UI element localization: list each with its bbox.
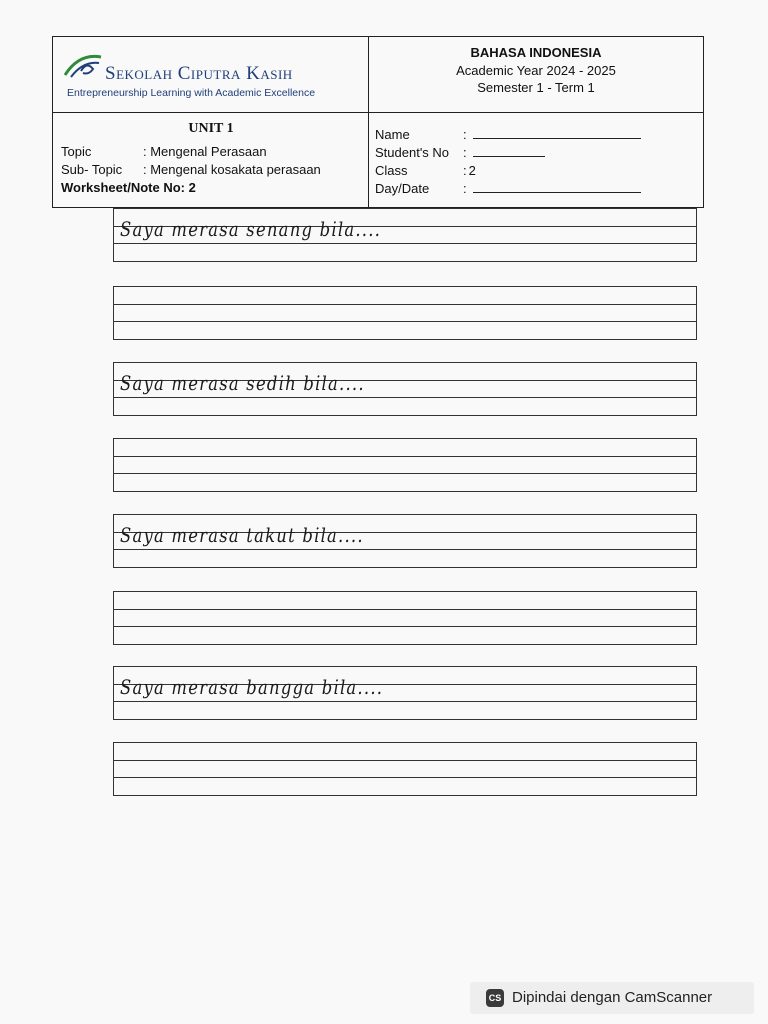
ruled-line [114, 397, 696, 398]
prompt-block-takut[interactable] [113, 514, 697, 568]
student-no-field[interactable]: Student's No : [375, 145, 545, 160]
camscanner-watermark [470, 982, 754, 1014]
worksheet-header [52, 36, 704, 208]
day-date-label: Day/Date [375, 181, 430, 196]
answer-block[interactable] [113, 286, 697, 340]
subtopic-label: Sub- Topic [61, 162, 123, 177]
ruled-line [114, 473, 696, 474]
unit-info-cell [53, 113, 369, 207]
class-field: Class : 2 [375, 163, 476, 178]
subtopic-value: : Mengenal kosakata perasaan [143, 162, 321, 177]
student-fields-cell [369, 113, 703, 207]
prompt-block-bangga[interactable] [113, 666, 697, 720]
class-label: Class [375, 163, 408, 178]
camscanner-text: Dipindai dengan CamScanner [512, 989, 713, 1006]
camscanner-icon: CS [486, 989, 504, 1007]
ruled-line [114, 304, 696, 305]
handwritten-prompt: Saya merasa senang bila.... [120, 217, 382, 241]
unit-title: UNIT 1 [188, 121, 234, 136]
prompt-block-senang[interactable] [113, 208, 697, 262]
semester-term: Semester 1 - Term 1 [477, 80, 595, 95]
ruled-line [114, 609, 696, 610]
academic-year: Academic Year 2024 - 2025 [456, 63, 616, 78]
name-label: Name [375, 127, 410, 142]
answer-block[interactable] [113, 742, 697, 796]
name-input-line[interactable] [473, 128, 641, 139]
school-tagline: Entrepreneurship Learning with Academic Excellence [67, 87, 316, 99]
day-date-field[interactable]: Day/Date : [375, 181, 641, 196]
student-no-label: Student's No [375, 145, 450, 160]
ruled-line [114, 777, 696, 778]
handwritten-prompt: Saya merasa bangga bila.... [120, 675, 384, 699]
subject-cell [369, 37, 703, 113]
ruled-line [114, 760, 696, 761]
class-value: 2 [468, 163, 476, 178]
topic-value: : Mengenal Perasaan [143, 144, 267, 159]
topic-label: Topic [61, 144, 92, 159]
prompt-block-sedih[interactable] [113, 362, 697, 416]
answer-block[interactable] [113, 438, 697, 492]
answer-block[interactable] [113, 591, 697, 645]
day-date-input-line[interactable] [473, 182, 641, 193]
handwritten-prompt: Saya merasa sedih bila.... [120, 371, 365, 395]
student-no-input-line[interactable] [473, 146, 545, 157]
worksheet-number: Worksheet/Note No: 2 [61, 180, 196, 195]
ruled-line [114, 243, 696, 244]
subject-title: BAHASA INDONESIA [470, 45, 602, 60]
ruled-line [114, 549, 696, 550]
handwritten-prompt: Saya merasa takut bila.... [120, 523, 364, 547]
topic-row [61, 144, 267, 159]
school-logo-icon [61, 49, 105, 83]
ruled-line [114, 626, 696, 627]
subtopic-row [61, 162, 321, 177]
school-name: Sekolah Ciputra Kasih [105, 63, 293, 84]
ruled-line [114, 456, 696, 457]
ruled-line [114, 321, 696, 322]
ruled-line [114, 701, 696, 702]
school-logo-cell [53, 37, 369, 113]
name-field[interactable]: Name : [375, 127, 641, 142]
